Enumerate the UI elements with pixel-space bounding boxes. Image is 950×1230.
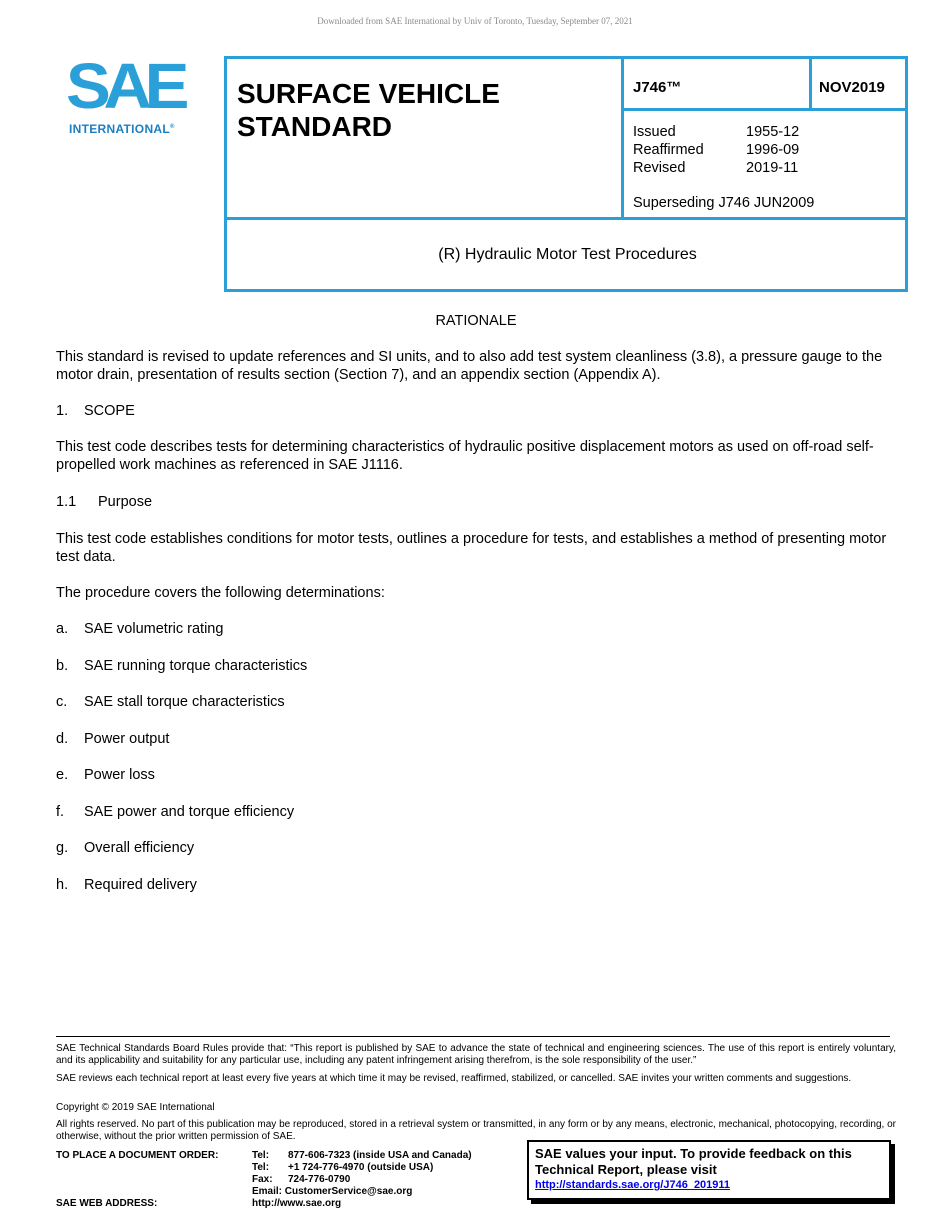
list-text: SAE running torque characteristics [84, 658, 308, 674]
list-item [56, 730, 896, 748]
date-label: Revised [633, 160, 686, 176]
scope-text: This test code describes tests for determining characteristics of hydraulic positive displacement motors as used on off-road self-propelled work machines as referenced in SAE J1116. [56, 439, 874, 473]
list-item [56, 693, 896, 711]
fax-value: 724-776-0790 [288, 1174, 351, 1185]
procedure-intro: The procedure covers the following determinations: [56, 585, 385, 601]
rights-text: All rights reserved. No part of this publication may be reproduced, stored in a retrieval system or transmitted, in any form or by any means, electronic, mechanical, photocopying, recording, or otherwise, without the prior written permission of SAE. [56, 1119, 896, 1142]
review-text: SAE reviews each technical report at least every five years at which time it may be revised, reaffirmed, stabilized, or cancelled. SAE invites your written comments and suggestions. [56, 1073, 852, 1084]
date-row-reaffirmed [633, 141, 799, 159]
list-letter: f. [56, 804, 65, 820]
logo-mark: SAE [66, 50, 183, 122]
web-label: SAE WEB ADDRESS: [56, 1198, 158, 1209]
document-number: J746™ [633, 79, 682, 96]
section-title: SCOPE [84, 403, 135, 419]
date-row-revised [633, 159, 799, 177]
header-divider [621, 108, 908, 111]
tel2-label: Tel: [252, 1162, 270, 1173]
section-title: Purpose [98, 494, 153, 510]
board-rules-text: SAE Technical Standards Board Rules provide that: “This report is published by SAE to advance the state of technical and engineering sciences. The use of this report is entirely voluntary, and its applicability and suitability for any particular use, including any patent infringement arising therefrom, is the sole responsibility of the user.” [56, 1043, 896, 1066]
header-divider [809, 59, 812, 110]
document-date: NOV2019 [819, 79, 885, 96]
revision-dates [633, 123, 799, 177]
feedback-text: SAE values your input. To provide feedback on this Technical Report, please visit [535, 1146, 852, 1177]
date-label: Reaffirmed [633, 142, 704, 158]
list-item [56, 766, 896, 784]
section-number: 1. [56, 403, 69, 419]
section-purpose-heading [56, 493, 896, 511]
list-text: SAE volumetric rating [84, 621, 224, 637]
email-line[interactable]: Email: CustomerService@sae.org [252, 1186, 413, 1197]
date-value: 1955-12 [746, 124, 800, 140]
feedback-box [527, 1140, 891, 1200]
list-text: Overall efficiency [84, 840, 195, 856]
feedback-link[interactable]: http://standards.sae.org/J746_201911 [535, 1179, 731, 1191]
list-text: SAE power and torque efficiency [84, 804, 295, 820]
section-scope-heading [56, 402, 896, 420]
list-letter: b. [56, 658, 69, 674]
list-letter: a. [56, 621, 69, 637]
download-note: Downloaded from SAE International by Univ of Toronto, Tuesday, September 07, 2021 [317, 16, 633, 26]
header-divider [621, 59, 624, 219]
list-letter: e. [56, 767, 69, 783]
list-letter: h. [56, 877, 69, 893]
tel-label: Tel: [252, 1150, 270, 1161]
list-item [56, 876, 896, 894]
web-value[interactable]: http://www.sae.org [252, 1198, 342, 1209]
date-value: 1996-09 [746, 142, 800, 158]
list-item [56, 803, 896, 821]
rationale-heading: RATIONALE [435, 313, 517, 329]
list-text: Required delivery [84, 877, 197, 893]
order-label: TO PLACE A DOCUMENT ORDER: [56, 1150, 219, 1161]
list-letter: g. [56, 840, 69, 856]
date-label: Issued [633, 124, 676, 140]
list-text: SAE stall torque characteristics [84, 694, 285, 710]
fax-label: Fax: [252, 1174, 273, 1185]
superseding-note: Superseding J746 JUN2009 [633, 195, 815, 211]
section-number: 1.1 [56, 494, 77, 510]
list-item [56, 620, 896, 638]
list-letter: d. [56, 731, 69, 747]
list-text: Power output [84, 731, 170, 747]
list-item [56, 657, 896, 675]
sae-logo [66, 50, 191, 140]
list-item [56, 839, 896, 857]
copyright: Copyright © 2019 SAE International [56, 1102, 215, 1113]
document-type: SURFACE VEHICLE STANDARD [237, 78, 500, 142]
list-letter: c. [56, 694, 68, 710]
logo-subtitle-text: INTERNATIONAL [69, 122, 171, 136]
logo-registered-mark: ® [170, 124, 175, 130]
header-divider [227, 217, 908, 220]
logo-subtitle [69, 122, 175, 136]
rationale-text: This standard is revised to update references and SI units, and to also add test system cleanliness (3.8), a pressure gauge to the motor drain, presentation of results section (Section 7), and an appendix section (Appendix A). [56, 349, 883, 383]
header-box [224, 56, 908, 292]
date-row-issued [633, 123, 799, 141]
purpose-text: This test code establishes conditions for motor tests, outlines a procedure for tests, and establishes a method of presenting motor test data. [56, 531, 887, 565]
tel-value[interactable]: 877-606-7323 (inside USA and Canada) [288, 1150, 472, 1161]
list-text: Power loss [84, 767, 155, 783]
date-value: 2019-11 [746, 160, 799, 176]
document-title: (R) Hydraulic Motor Test Procedures [438, 246, 697, 263]
footer-rule [56, 1036, 890, 1037]
tel2-value[interactable]: +1 724-776-4970 (outside USA) [288, 1162, 434, 1173]
